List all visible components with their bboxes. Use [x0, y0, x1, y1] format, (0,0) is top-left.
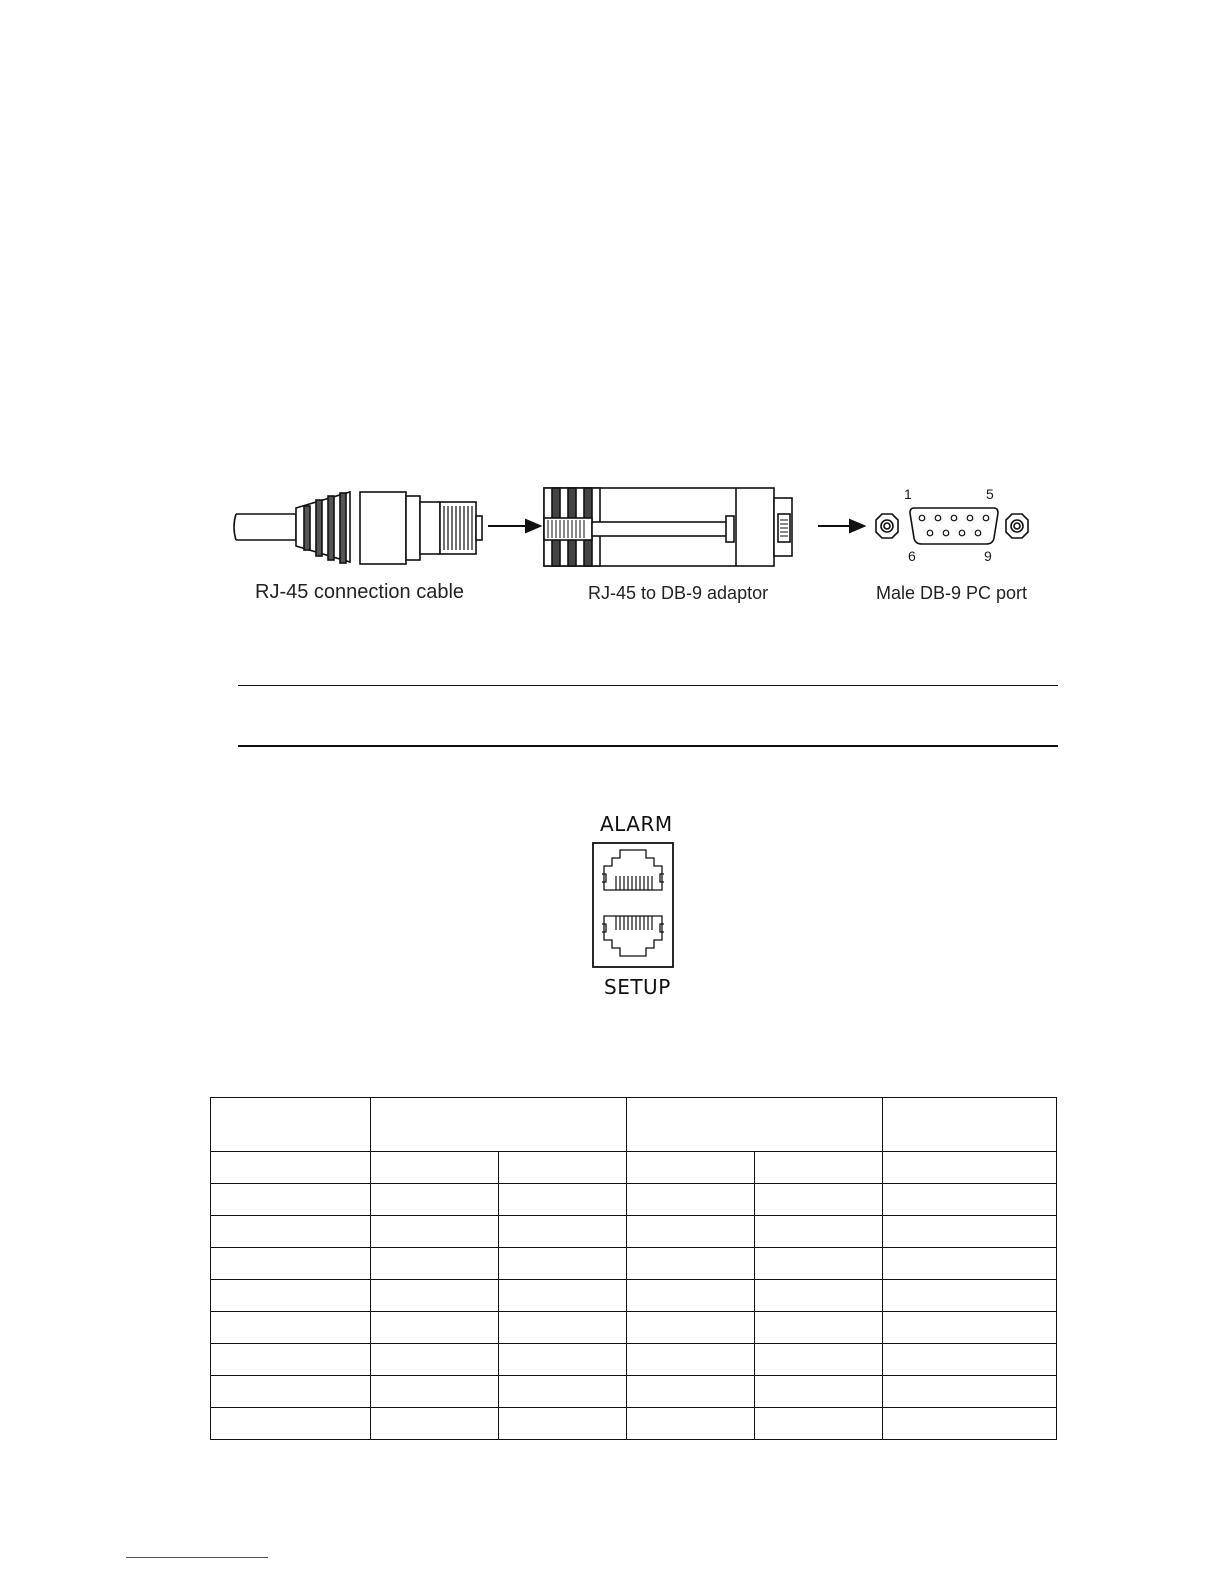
jack-block-graphic [592, 842, 674, 968]
table-cell [883, 1216, 1057, 1248]
table-cell [371, 1344, 499, 1376]
table-cell [371, 1312, 499, 1344]
jack-block [592, 842, 674, 968]
divider-bottom [238, 745, 1058, 747]
table-cell [499, 1216, 627, 1248]
table-row [211, 1344, 1057, 1376]
table-cell [211, 1184, 371, 1216]
alarm-label: ALARM [600, 812, 673, 836]
table-cell [883, 1248, 1057, 1280]
table-cell [627, 1280, 755, 1312]
table-header-row [211, 1098, 1057, 1152]
table-row [211, 1408, 1057, 1440]
connection-diagram [230, 480, 1040, 580]
pinout-table [210, 1097, 1057, 1440]
table-row [211, 1152, 1057, 1184]
table-cell [499, 1152, 627, 1184]
table-cell [627, 1408, 755, 1440]
table-cell [211, 1376, 371, 1408]
table-cell [211, 1152, 371, 1184]
table-cell [627, 1216, 755, 1248]
table-cell [499, 1312, 627, 1344]
table-header-cell [211, 1098, 371, 1152]
table-row [211, 1376, 1057, 1408]
table-cell [627, 1312, 755, 1344]
rj45-db9-adaptor-icon [544, 488, 792, 566]
arrow-right-icon [488, 520, 540, 532]
table-cell [755, 1408, 883, 1440]
caption-cable: RJ-45 connection cable [255, 581, 465, 603]
table-cell [883, 1184, 1057, 1216]
table-header-cell [883, 1098, 1057, 1152]
table-cell [883, 1312, 1057, 1344]
table-cell [755, 1280, 883, 1312]
table-cell [883, 1344, 1057, 1376]
table-cell [211, 1216, 371, 1248]
table-cell [371, 1376, 499, 1408]
table-row [211, 1312, 1057, 1344]
db9-port-icon [876, 508, 1028, 544]
table-cell [755, 1376, 883, 1408]
table-cell [627, 1344, 755, 1376]
table-cell [499, 1344, 627, 1376]
table-header-cell [371, 1098, 627, 1152]
table-row [211, 1184, 1057, 1216]
table-cell [627, 1376, 755, 1408]
table-cell [499, 1408, 627, 1440]
setup-label: SETUP [604, 975, 671, 999]
table-cell [211, 1280, 371, 1312]
table-cell [211, 1344, 371, 1376]
table-header-cell [627, 1098, 883, 1152]
table-cell [211, 1248, 371, 1280]
table-cell [499, 1248, 627, 1280]
pin-label-5: 5 [986, 486, 994, 502]
pin-label-1: 1 [904, 486, 912, 502]
table-cell [627, 1184, 755, 1216]
table-cell [499, 1184, 627, 1216]
table-cell [627, 1152, 755, 1184]
table-cell [211, 1408, 371, 1440]
table-cell [371, 1152, 499, 1184]
table-cell [883, 1152, 1057, 1184]
table-cell [755, 1184, 883, 1216]
rj45-cable-icon [234, 492, 482, 564]
table-cell [499, 1280, 627, 1312]
table-cell [499, 1376, 627, 1408]
table-cell [883, 1280, 1057, 1312]
pin-label-6: 6 [908, 548, 916, 564]
table-cell [755, 1152, 883, 1184]
pin-label-9: 9 [984, 548, 992, 564]
caption-adaptor: RJ-45 to DB-9 adaptor [588, 583, 769, 603]
table-cell [627, 1248, 755, 1280]
table-cell [211, 1312, 371, 1344]
table-cell [755, 1216, 883, 1248]
table-cell [371, 1280, 499, 1312]
table-cell [371, 1248, 499, 1280]
table-cell [371, 1408, 499, 1440]
table-cell [883, 1376, 1057, 1408]
arrow-right-icon [818, 520, 864, 532]
connection-diagram-graphic [230, 480, 1040, 580]
footnote-separator [126, 1557, 268, 1558]
table-cell [371, 1216, 499, 1248]
table-cell [755, 1312, 883, 1344]
caption-port: Male DB-9 PC port [876, 583, 1028, 603]
table-cell [755, 1344, 883, 1376]
divider-top [238, 685, 1058, 686]
table-cell [755, 1248, 883, 1280]
table-row [211, 1216, 1057, 1248]
table-cell [883, 1408, 1057, 1440]
table-cell [371, 1184, 499, 1216]
table-row [211, 1248, 1057, 1280]
table-row [211, 1280, 1057, 1312]
